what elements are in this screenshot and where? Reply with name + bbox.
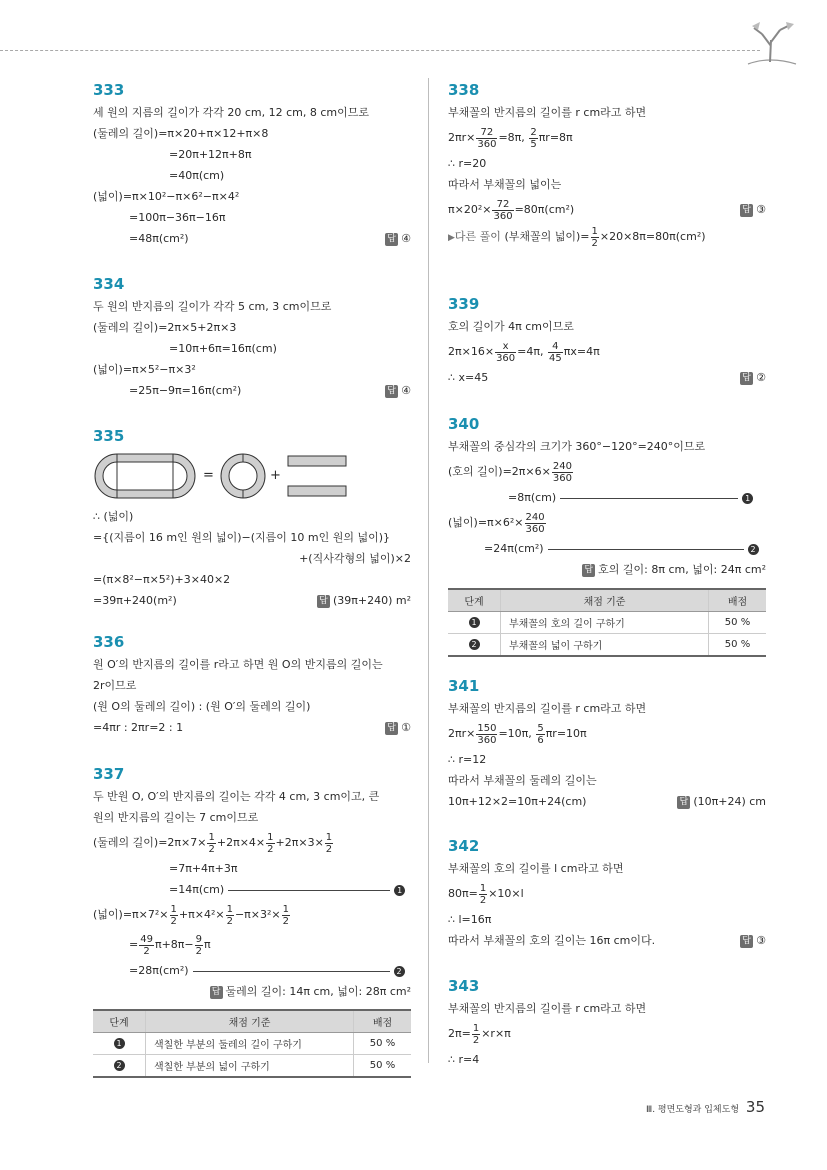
text: =14π(cm) [169,883,225,896]
denominator: 2 [139,945,154,957]
text-line: =7π+4π+3π [169,862,238,875]
answer [385,228,411,249]
text-line: 2r이므로 [93,679,137,692]
expr-part: 2πr× [448,727,476,740]
answer-badge: 답 [385,385,398,398]
text: =4πr : 2πr=2 : 1 [93,721,184,734]
step-marker: 2 [748,544,759,555]
fraction [492,199,513,222]
text-line: 따라서 부채꼴의 둘레의 길이는 [448,774,597,787]
answer-value: ④ [401,384,411,397]
text-line [93,828,411,858]
fraction [536,723,544,746]
problem-340 [448,414,766,580]
table-header: 단계 [448,589,501,612]
expr-part: πr=10π [545,727,587,740]
numerator: 150 [477,722,497,734]
alt-tag: 다른 풀이 [454,230,501,243]
problem-number: 333 [93,81,125,99]
step-line [448,487,766,508]
denominator: 2 [267,843,274,855]
text-line: (넓이)=π×5²−π×3² [93,363,196,376]
denominator: 360 [552,472,572,484]
expr-part: =8π, [498,131,525,144]
text-line: 부채꼴의 반지름의 길이를 r cm라고 하면 [448,106,647,119]
answer-line [448,791,766,812]
expr-part: ×r×π [481,1027,511,1040]
step-cell [448,612,501,634]
fraction [476,723,497,746]
leader-line [560,498,738,499]
problem-number: 340 [448,415,480,433]
answer-badge: 답 [677,796,690,809]
text: =8π(cm) [508,491,557,504]
answer-line [93,228,411,249]
answer-line [448,195,766,225]
answer-line [93,380,411,401]
problem-337 [93,764,411,1002]
denominator: 2 [282,915,290,927]
problem-334 [93,274,411,401]
denominator: 2 [195,945,203,957]
expr-part: πx=4π [563,345,600,358]
numerator: 72 [480,126,494,138]
text-line: 부채꼴의 호의 길이를 l cm라고 하면 [448,862,624,875]
problem-338 [448,80,766,249]
numerator: 240 [525,511,545,523]
denominator: 2 [472,1034,480,1046]
answer [677,791,766,812]
table-row [93,1055,411,1078]
denominator: 360 [477,734,497,746]
problem-336 [93,632,411,738]
step-line [93,879,411,900]
text-line: 부채꼴의 중심각의 크기가 360°−120°=240°이므로 [448,440,706,453]
text-line: 원 O′의 반지름의 길이를 r라고 하면 원 O의 반지름의 길이는 [93,658,383,671]
problem-342 [448,836,766,951]
expr-part: −π×3²× [234,908,281,921]
text-line: 따라서 부채꼴의 넓이는 [448,178,562,191]
expr-part: +2π×4× [216,836,266,849]
denominator: 2 [170,915,177,927]
problem-number: 339 [448,295,480,313]
text-line: +(직사각형의 넓이)×2 [299,552,411,565]
text-line: ={(지름이 16 m인 원의 넓이)−(지름이 10 m인 원의 넓이)} [93,531,391,544]
answer-value: ④ [401,232,411,245]
text-line [448,879,766,909]
text-line: ∴ r=12 [448,753,487,766]
table-row [448,634,766,657]
text-line: (둘레의 길이)=π×20+π×12+π×8 [93,127,269,140]
answer-badge: 답 [317,595,330,608]
column-divider [428,78,429,1063]
numerator: 5 [537,722,544,734]
numerator: 1 [226,903,233,915]
points-cell: 50 % [709,612,767,634]
expr-part: π+8π− [154,938,194,951]
fraction [525,512,546,535]
problem-341 [448,676,766,812]
answer-value: ③ [756,203,766,216]
problem-number: 342 [448,837,480,855]
problem-343 [448,976,766,1070]
problem-number: 335 [93,427,125,445]
fraction [476,127,497,150]
fraction [170,904,178,927]
numerator: x [502,340,509,352]
expr-part: +2π×3× [275,836,324,849]
fraction [479,883,487,906]
text: 10π+12×2=10π+24(cm) [448,795,587,808]
numerator: 9 [195,933,203,945]
fraction [139,934,154,957]
criteria-cell: 부채꼴의 호의 길이 구하기 [501,612,709,634]
expr-part: ×20×8π=80π(cm²) [599,230,706,243]
table-header: 배점 [709,589,767,612]
step-cell [448,634,501,657]
problem-number: 337 [93,765,125,783]
denominator: 2 [226,915,233,927]
text-line: =40π(cm) [169,169,225,182]
points-cell: 50 % [354,1033,412,1055]
denominator: 2 [591,237,598,249]
answer [385,717,411,738]
problem-number: 336 [93,633,125,651]
table-header: 단계 [93,1010,146,1033]
answer-badge: 답 [740,372,753,385]
numerator: 1 [591,225,598,237]
expr-part: πr=8π [538,131,573,144]
fraction [325,832,333,855]
expr-part: (넓이)=π×7²× [93,908,169,921]
answer-value: (39π+240) m² [332,594,411,607]
numerator: 240 [552,460,572,472]
leader-line [193,971,390,972]
answer-value: ③ [756,934,766,947]
expr-part: ×10×l [488,887,524,900]
table-header: 채점 기준 [146,1010,354,1033]
numerator: 1 [472,1022,480,1034]
expr-part: 80π= [448,887,478,900]
points-cell: 50 % [354,1055,412,1078]
fraction [529,127,537,150]
expr-part: (넓이)=π×6²× [448,516,524,529]
numerator: 1 [325,831,333,843]
denominator: 5 [530,138,537,150]
answer-line [93,981,411,1002]
equals-sign: = [203,468,214,483]
text-line: 호의 길이가 4π cm이므로 [448,320,574,333]
answer-badge: 답 [385,233,398,246]
answer-value: 호의 길이: 8π cm, 넓이: 24π cm² [598,563,766,576]
answer [740,195,766,225]
expr-part: =10π, [498,727,532,740]
numerator: 1 [208,831,215,843]
answer-badge: 답 [582,564,595,577]
step-marker: 1 [394,885,405,896]
text-line: =100π−36π−16π [129,211,226,224]
numerator: 1 [267,831,274,843]
text-line: =(π×8²−π×5²)+3×40×2 [93,573,231,586]
step-cell [93,1033,146,1055]
expr-part: +π×4²× [178,908,225,921]
expr-part: = [129,938,139,951]
step-marker: 2 [469,639,480,650]
numerator: 4 [552,340,559,352]
answer-line [93,590,411,611]
fraction [266,832,274,855]
arrow-icon: ▶ [448,233,455,243]
text-line: (넓이)=π×10²−π×6²−π×4² [93,190,240,203]
fraction [195,934,203,957]
fraction [226,904,234,927]
answer [740,930,766,951]
step-marker: 1 [469,617,480,628]
answer-value: ① [401,721,411,734]
fraction [552,461,573,484]
leader-line [548,549,744,550]
text-line [448,337,766,367]
table-header: 배점 [354,1010,412,1033]
criteria-cell: 색칠한 부분의 넓이 구하기 [146,1055,354,1078]
text-line: 부채꼴의 반지름의 길이를 r cm라고 하면 [448,1002,647,1015]
denominator: 2 [479,894,487,906]
track-diagram [93,448,411,504]
fraction [282,904,290,927]
leader-line [228,890,390,891]
answer-line [448,930,766,951]
denominator: 2 [325,843,333,855]
fraction [495,341,516,364]
chapter-label: Ⅲ. 평면도형과 입체도형 [645,1105,740,1115]
expr-part: π [204,938,211,951]
step-line [93,960,411,981]
table-row [93,1033,411,1055]
answer-line [93,717,411,738]
numerator: 1 [170,903,177,915]
criteria-cell: 색칠한 부분의 둘레의 길이 구하기 [146,1033,354,1055]
text-line [93,900,411,930]
grading-table-337 [93,1009,411,1078]
expr-part: =4π, [517,345,544,358]
text-line: (둘레의 길이)=2π×5+2π×3 [93,321,237,334]
numerator: 72 [496,198,510,210]
text-line: =10π+6π=16π(cm) [169,342,277,355]
answer-badge: 답 [385,722,398,735]
text-line: ∴ l=16π [448,913,492,926]
denominator: 6 [537,734,544,746]
text-line: ∴ r=20 [448,157,487,170]
text-line: (원 O의 둘레의 길이) : (원 O′의 둘레의 길이) [93,700,311,713]
text-line: ∴ (넓이) [93,510,134,523]
answer-badge: 답 [210,986,223,999]
expr-part: 2π×16× [448,345,495,358]
step-marker: 2 [114,1060,125,1071]
text: =28π(cm²) [129,964,189,977]
page-number: 35 [745,1098,765,1116]
criteria-cell: 부채꼴의 넓이 구하기 [501,634,709,657]
top-dashed-rule [0,50,760,51]
answer [317,590,411,611]
grading-table-340 [448,588,766,657]
text: =39π+240(m²) [93,594,177,607]
numerator: 1 [282,903,290,915]
answer-value: 둘레의 길이: 14π cm, 넓이: 28π cm² [225,985,411,998]
fraction [207,832,215,855]
denominator: 360 [493,210,513,222]
denominator: 360 [525,523,545,535]
expr-part: (둘레의 길이)=2π×7× [93,836,207,849]
text-line [448,457,766,487]
step-marker: 1 [742,493,753,504]
expr-part: 2π= [448,1027,471,1040]
problem-339 [448,294,766,388]
text-line [448,508,766,538]
text-line: ∴ r=4 [448,1053,480,1066]
problem-333 [93,80,411,249]
problem-number: 343 [448,977,480,995]
plus-sign: + [270,468,281,483]
answer-value: (10π+24) cm [693,795,766,808]
expr-part: (호의 길이)=2π×6× [448,465,551,478]
answer-badge: 답 [740,204,753,217]
numerator: 49 [140,933,153,945]
answer-value: ② [756,371,766,384]
text-line: 원의 반지름의 길이는 7 cm이므로 [93,811,259,824]
text-line [448,123,766,153]
expr-part: =80π(cm²) [514,203,575,216]
denominator: 360 [496,352,516,364]
table-header: 채점 기준 [501,589,709,612]
text: 따라서 부채꼴의 호의 길이는 16π cm이다. [448,934,656,947]
tree-logo-icon [740,12,802,72]
fraction [591,226,599,249]
text: =48π(cm²) [129,232,189,245]
text-line: 세 원의 지름의 길이가 각각 20 cm, 12 cm, 8 cm이므로 [93,106,370,119]
text: =25π−9π=16π(cm²) [129,384,242,397]
alternative-solution [448,225,766,249]
problem-number: 334 [93,275,125,293]
problem-335 [93,426,411,611]
denominator: 2 [208,843,215,855]
text-line [93,930,411,960]
answer [385,380,411,401]
numerator: 1 [479,882,487,894]
step-line [448,538,766,559]
expr-part: π×20²× [448,203,492,216]
points-cell: 50 % [709,634,767,657]
page-footer [646,1098,765,1116]
step-marker: 1 [114,1038,125,1049]
text-line: 부채꼴의 반지름의 길이를 r cm라고 하면 [448,702,647,715]
fraction [548,341,563,364]
answer [740,367,766,388]
denominator: 360 [477,138,497,150]
problem-number: 338 [448,81,480,99]
problem-number: 341 [448,677,480,695]
text: ∴ x=45 [448,371,489,384]
denominator: 45 [549,352,562,364]
text-line [448,719,766,749]
expr-part: 2πr× [448,131,476,144]
text-line [448,1019,766,1049]
answer-line [448,367,766,388]
step-cell [93,1055,146,1078]
expr-part: (부채꼴의 넓이)= [504,230,590,243]
figure-track [93,448,411,506]
answer-line [448,559,766,580]
table-row [448,612,766,634]
answer-badge: 답 [740,935,753,948]
text-line: 두 원의 반지름의 길이가 각각 5 cm, 3 cm이므로 [93,300,332,313]
step-marker: 2 [394,966,405,977]
text: =24π(cm²) [484,542,544,555]
text-line: =20π+12π+8π [169,148,252,161]
text-line: 두 반원 O, O′의 반지름의 길이는 각각 4 cm, 3 cm이고, 큰 [93,790,380,803]
fraction [472,1023,480,1046]
numerator: 2 [530,126,537,138]
